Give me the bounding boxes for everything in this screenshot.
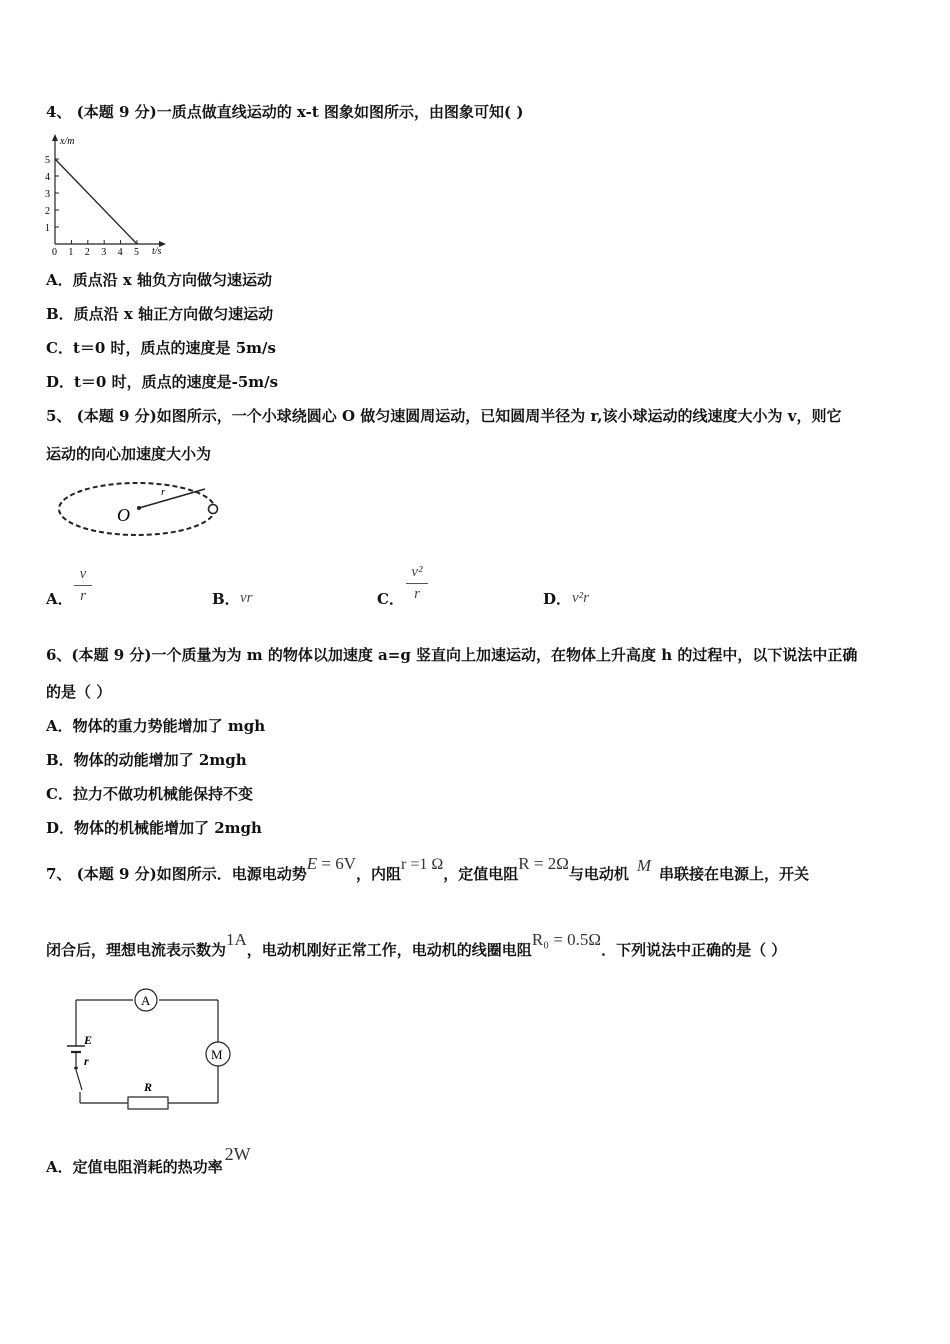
motor-label: M bbox=[211, 1047, 223, 1062]
q6-option-b[interactable]: B．物体的动能增加了 2mgh bbox=[46, 751, 247, 769]
y-tick-label: 3 bbox=[45, 189, 50, 200]
q7-stem-line2 bbox=[46, 930, 906, 960]
x-tick-label: 2 bbox=[84, 247, 90, 257]
q7-text-h: ．下列说法中正确的是（ ） bbox=[601, 941, 787, 959]
x-tick-label: 3 bbox=[101, 247, 107, 257]
q5-option-c-fraction bbox=[406, 564, 428, 603]
q5-circle-figure bbox=[55, 478, 227, 540]
q5-option-a-label[interactable]: A． bbox=[46, 590, 73, 608]
q7-text-e: 串联接在电源上，开关 bbox=[659, 865, 810, 883]
fraction-numerator: v² bbox=[411, 564, 423, 580]
x-tick-label: 0 bbox=[52, 247, 57, 257]
y-axis-arrow bbox=[52, 134, 58, 141]
y-axis-label: x/m bbox=[60, 136, 75, 147]
q5-option-d-label[interactable]: D． bbox=[543, 590, 572, 608]
ball bbox=[209, 505, 218, 514]
q5-option-d-expr: v²r bbox=[572, 590, 589, 606]
q6-stem-line1: 6、(本题 9 分)一个质量为为 m 的物体以加速度 a=g 竖直向上加速运动，在物体上升高度 h 的过程中，以下说法中正确 bbox=[46, 646, 858, 664]
emf-label: E bbox=[84, 1033, 93, 1047]
q7-text-c: ，定值电阻 bbox=[443, 865, 519, 883]
q5-option-c-label[interactable]: C． bbox=[377, 590, 404, 608]
q4-option-a[interactable]: A．质点沿 x 轴负方向做匀速运动 bbox=[46, 271, 273, 289]
q4-option-b[interactable]: B．质点沿 x 轴正方向做匀速运动 bbox=[46, 305, 274, 323]
center-label: O bbox=[117, 505, 130, 525]
coil-resistance-value: R₀ = 0.5Ω bbox=[531, 930, 602, 949]
q4-xt-graph bbox=[40, 132, 175, 257]
q6-option-a[interactable]: A．物体的重力势能增加了 mgh bbox=[46, 717, 266, 735]
q4-option-d[interactable]: D．t＝0 时，质点的速度是-5m/s bbox=[46, 373, 279, 391]
q7-circuit-diagram bbox=[60, 986, 235, 1114]
motor-symbol: M bbox=[636, 856, 652, 875]
q7-text-b: ，内阻 bbox=[356, 865, 402, 883]
q7-text-a: 7、 (本题 9 分)如图所示．电源电动势 bbox=[46, 865, 307, 883]
x-tick-label: 4 bbox=[117, 247, 123, 257]
q5-option-a-fraction bbox=[74, 566, 92, 605]
emf-value: E = 6V bbox=[306, 854, 357, 873]
y-tick-label: 2 bbox=[45, 206, 50, 217]
current-value: 1A bbox=[226, 930, 247, 949]
x-tick-label: 5 bbox=[134, 247, 139, 257]
q4-stem: 4、 (本题 9 分)一质点做直线运动的 x-t 图象如图所示，由图象可知( ) bbox=[46, 103, 524, 121]
q7-option-a[interactable] bbox=[46, 1144, 251, 1177]
q7-option-a-text: A．定值电阻消耗的热功率 bbox=[46, 1158, 223, 1176]
q7-text-g: ，电动机刚好正常工作，电动机的线圈电阻 bbox=[246, 941, 532, 959]
y-tick-label: 5 bbox=[45, 155, 50, 166]
center-dot bbox=[137, 506, 141, 510]
q7-text-f: 闭合后，理想电流表示数为 bbox=[46, 941, 227, 959]
q5-stem-line1: 5、 (本题 9 分)如图所示，一个小球绕圆心 O 做匀速圆周运动，已知圆周半径为 r,该小球运动的线速度大小为 v，则它 bbox=[46, 407, 842, 425]
resistor-value: R = 2Ω bbox=[518, 854, 569, 873]
q6-option-d[interactable]: D．物体的机械能增加了 2mgh bbox=[46, 819, 262, 837]
q6-option-c[interactable]: C．拉力不做功机械能保持不变 bbox=[46, 785, 253, 803]
q5-option-b-expr: vr bbox=[240, 590, 253, 606]
internal-resistance-value: r =1 Ω bbox=[401, 856, 444, 873]
y-tick-label: 1 bbox=[45, 223, 50, 234]
q7-stem-line1 bbox=[46, 854, 906, 885]
q7-text-d: 与电动机 bbox=[568, 865, 629, 883]
y-tick-label: 4 bbox=[45, 172, 50, 183]
ammeter-label: A bbox=[141, 993, 151, 1008]
resistor-label: R bbox=[144, 1080, 153, 1094]
resistor-symbol bbox=[128, 1097, 168, 1109]
x-axis-label: t/s bbox=[152, 246, 162, 257]
fraction-denominator: r bbox=[80, 588, 86, 604]
switch-contact bbox=[74, 1066, 78, 1070]
q4-option-c[interactable]: C．t＝0 时，质点的速度是 5m/s bbox=[46, 339, 276, 357]
radius-label: r bbox=[161, 486, 166, 498]
q5-stem-line2: 运动的向心加速度大小为 bbox=[46, 445, 212, 463]
switch-lever bbox=[76, 1070, 82, 1090]
q6-stem-line2: 的是（ ） bbox=[46, 683, 112, 701]
fraction-denominator: r bbox=[414, 586, 420, 602]
circular-path bbox=[59, 483, 215, 535]
q5-option-b-label[interactable]: B． bbox=[212, 590, 240, 608]
radius-line bbox=[139, 489, 205, 508]
fraction-numerator: v bbox=[79, 566, 87, 582]
x-tick-label: 1 bbox=[68, 247, 74, 257]
q7-option-a-value: 2W bbox=[224, 1144, 251, 1164]
xt-line bbox=[55, 159, 137, 244]
internal-label: r bbox=[84, 1054, 89, 1068]
